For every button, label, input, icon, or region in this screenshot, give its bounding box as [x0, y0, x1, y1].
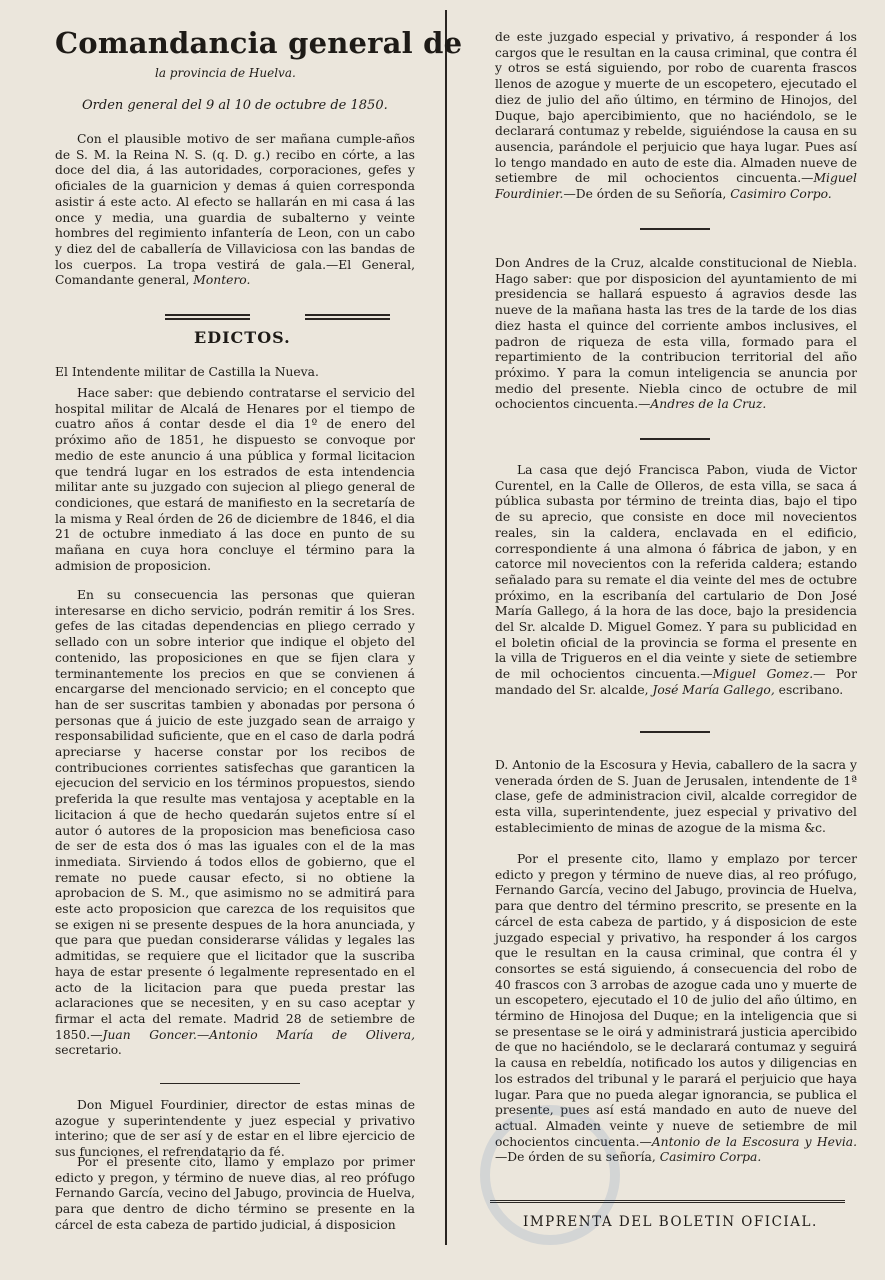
section-rule — [640, 731, 710, 733]
section-rule — [305, 318, 390, 320]
pabon-signature: Miguel Gomez.— — [712, 667, 826, 682]
imprenta-footer: IMPRENTA DEL BOLETIN OFICIAL. — [523, 1214, 818, 1230]
niebla-signature: Andres de la Cruz. — [650, 397, 767, 412]
escosura-signature: Antonio de la Escosura y Hevia. — [651, 1134, 857, 1149]
section-rule — [305, 314, 390, 316]
escosura-paragraph-2: Por el presente cito, llamo y emplazo por tercer edicto y pregon y término de nueve dias, al reo prófugo, Fernando García, vecino del Jabugo, provincia de Huelva, para que dentro del término prescrito, se presente en la cárcel de esta cabeza de partido, y á disposicion de este juzgado especial y privativo, ha responder á los cargos que le resultan en la causa criminal, que contra él y consortes se está siguiendo, á consecuencia del robo de 40 frascos con 3 arrobas de azogue cada uno y muerte de un escopetero, ejecutado el 10 de julio del año último, en término de Hinojosa del Duque; en la inteligencia que si se presentase se le oirá y administrará justicia apercibido de que no haciéndolo, se le declarará contumaz y seguirá la causa en rebeldía, notificado los autos y diligencias en los estrados del tribunal y le parará el perjuicio que haya lugar. Para que no pueda alegar ignorancia, se publica el presente, pues así está mandado en auto de nueve del actual. Almaden veinte y nueve de setiembre de mil ochocientos cincuenta.—Antonio de la Escosura y Hevia. —De órden de su señoría, Casimiro Corpa. — [495, 852, 857, 1165]
fourdinier-paragraph-1: Don Miguel Fourdinier, director de estas minas de azogue y superintendente y juez especial y privativo interino; que de ser así y de estar en el libre ejercicio de sus funciones, el refrendatario da fé. — [55, 1098, 415, 1160]
intendente-signature: Juan Goncer.—Antonio María de Olivera, — [102, 1027, 415, 1042]
fourdinier-paragraph-2: Por el presente cito, llamo y emplazo por primer edicto y pregon, y término de nueve dias, al reo prófugo Fernando García, vecino del Jabugo, provincia de Huelva, para que dentro de dicho término se presente en la cárcel de esta cabeza de partido judicial, á disposicion — [55, 1155, 415, 1232]
section-rule — [160, 1083, 300, 1084]
order-dateline: Orden general del 9 al 10 de octubre de 1850. — [82, 98, 388, 113]
fourdinier-signature: Miguel Fourdinier. — [495, 171, 857, 202]
intendente-paragraph-2: En su consecuencia las personas que quieran interesarse en dicho servicio, podrán remitir á los Sres. gefes de las citadas dependencias en pliego cerrado y sellado con un sobre interior que indique el objeto del contenido, las proposiciones en que se fijen clara y terminantemente los precios en que se convienen á encargarse del mencionado servicio; en el concepto que han de ser suscritas tambien y abonadas por persona ó personas que á juicio de este juzgado sean de arraigo y responsabilidad suficiente, que en el caso de darla podrá apreciarse y hacerse constar por los recibos de contribuciones corrientes satisfechas que garanticen la ejecucion del servicio en los términos propuestos, siendo preferida la que resulte mas ventajosa y aceptable en la licitacion á que de hecho quedarán sujetos entre sí el autor ó autores de la proposicion mas beneficiosa caso de ser de esta dos ó mas las iguales con el de la mas inmediata. Sirviendo á todos ellos de gobierno, que el remate no puede causar efecto, si no obtiene la aprobacion de S. M., que asimismo no se admitirá para este acto proposicion que carezca de los requisitos que se exigen ni se presente despues de la hora anunciada, y que para que puedan considerarse válidas y legales las admitidas, se requiere que el licitador que la suscriba haya de estar presente ó legalmente representado en el acto de la licitacion para que pueda prestar las aclaraciones que se necesiten, y en su caso aceptar y firmar el acta del remate. Madrid 28 de setiembre de 1850.—Juan Goncer.—Antonio María de Olivera, secretario. — [55, 588, 415, 1058]
pabon-notice: La casa que dejó Francisca Pabon, viuda de Victor Curentel, en la Calle de Olleros, de esta villa, se saca á pública subasta por término de treinta dias, bajo el tipo de su aprecio, que consiste en doce mil novecientos reales, sin la caldera, enclavada en el edificio, correspondiente á una almona ó fábrica de jabon, y en catorce mil novecientos con la referida caldera; estando señalado para su remate el dia veinte del mes de octubre próximo, en la escribanía del cartulario de Don José María Gallego, á la hora de las doce, bajo la presidencia del Sr. alcalde D. Miguel Gomez. Y para su publicidad en el boletin oficial de la provincia se forma el presente en la villa de Trigueros en el dia veinte y siete de setiembre de mil ochocientos cincuenta.—Miguel Gomez.— Por mandado del Sr. alcalde, José María Gallego, escribano. — [495, 463, 857, 697]
section-rule — [165, 314, 250, 316]
escosura-paragraph-1: D. Antonio de la Escosura y Hevia, caballero de la sacra y venerada órden de S. Juan de Jerusalen, intendente de 1ª clase, gefe de administracion civil, alcalde corregidor de esta villa, superintendente, juez especial y privativo del establecimiento de minas de azogue de la misma &c. — [495, 758, 857, 835]
masthead-subtitle: la provincia de Huelva. — [155, 66, 296, 80]
intendente-paragraph-1: Hace saber: que debiendo contratarse el servicio del hospital militar de Alcalá de Henares por el tiempo de cuatro años á contar desde el dia 1º de enero del próximo año de 1851, he dispuesto se convoque por medio de este anuncio á una pública y formal licitacion que tendrá lugar en los estrados de esta intendencia militar ante su juzgado con sujecion al pliego general de condiciones, que estará de manifiesto en la secretaría de la misma y Real órden de 26 de diciembre de 1846, el dia 21 de octubre inmediato á las doce en punto de su mañana en cuya hora concluye el término para la admision de proposicion. — [55, 386, 415, 573]
general-order-signature: Montero. — [193, 273, 251, 288]
masthead-title: Comandancia general de — [55, 26, 463, 60]
column-divider — [445, 10, 447, 1245]
section-rule — [640, 228, 710, 230]
edictos-heading: EDICTOS. — [194, 328, 291, 347]
section-rule — [165, 318, 250, 320]
fourdinier-paragraph-3: de este juzgado especial y privativo, á responder á los cargos que le resultan en la causa criminal, que contra él y otros se está siguiendo, por robo de cuarenta frascos llenos de azogue y muerte de un escopetero, ejecutado el diez de julio del año último, en término de Hinojos, del Duque, bajo apercibimiento, que no haciéndolo, se le declarará contumaz y rebelde, siguiéndose la causa en su ausencia, parándole el perjuicio que haya lugar. Pues así lo tengo mandado en auto de este dia. Almaden nueve de setiembre de mil ochocientos cincuenta.—Miguel Fourdinier.—De órden de su Señoría, Casimiro Corpo. — [495, 30, 857, 202]
section-rule — [640, 438, 710, 440]
intendente-title: El Intendente militar de Castilla la Nueva. — [55, 365, 319, 379]
footer-rule — [490, 1200, 845, 1203]
general-order-text: Con el plausible motivo de ser mañana cumple-años de S. M. la Reina N. S. (q. D. g.) recibo en córte, a las doce del dia, á las autoridades, corporaciones, gefes y oficiales de la guarnicion y demas á quien corresponda asistir á este acto. Al efecto se hallarán en mi casa á las once y media, una guardia de subalterno y veinte hombres del regimiento infantería de Leon, con un cabo y diez del de caballería de Villaviciosa con las bandas de los cuerpos. La tropa vestirá de gala.—El General, Comandante general, Montero. — [55, 132, 415, 288]
niebla-notice: Don Andres de la Cruz, alcalde constitucional de Niebla. Hago saber: que por disposicion del ayuntamiento de mi presidencia se hallará espuesto á agravios desde las nueve de la mañana hasta las tres de la tarde de los dias diez hasta el quince del corriente ambos inclusives, el padron de riqueza de esta villa, formado para el repartimiento de la contribucion territorial del año próximo. Y para la comun inteligencia se anuncia por medio del presente. Niebla cinco de octubre de mil ochocientos cincuenta.—Andres de la Cruz. — [495, 256, 857, 412]
